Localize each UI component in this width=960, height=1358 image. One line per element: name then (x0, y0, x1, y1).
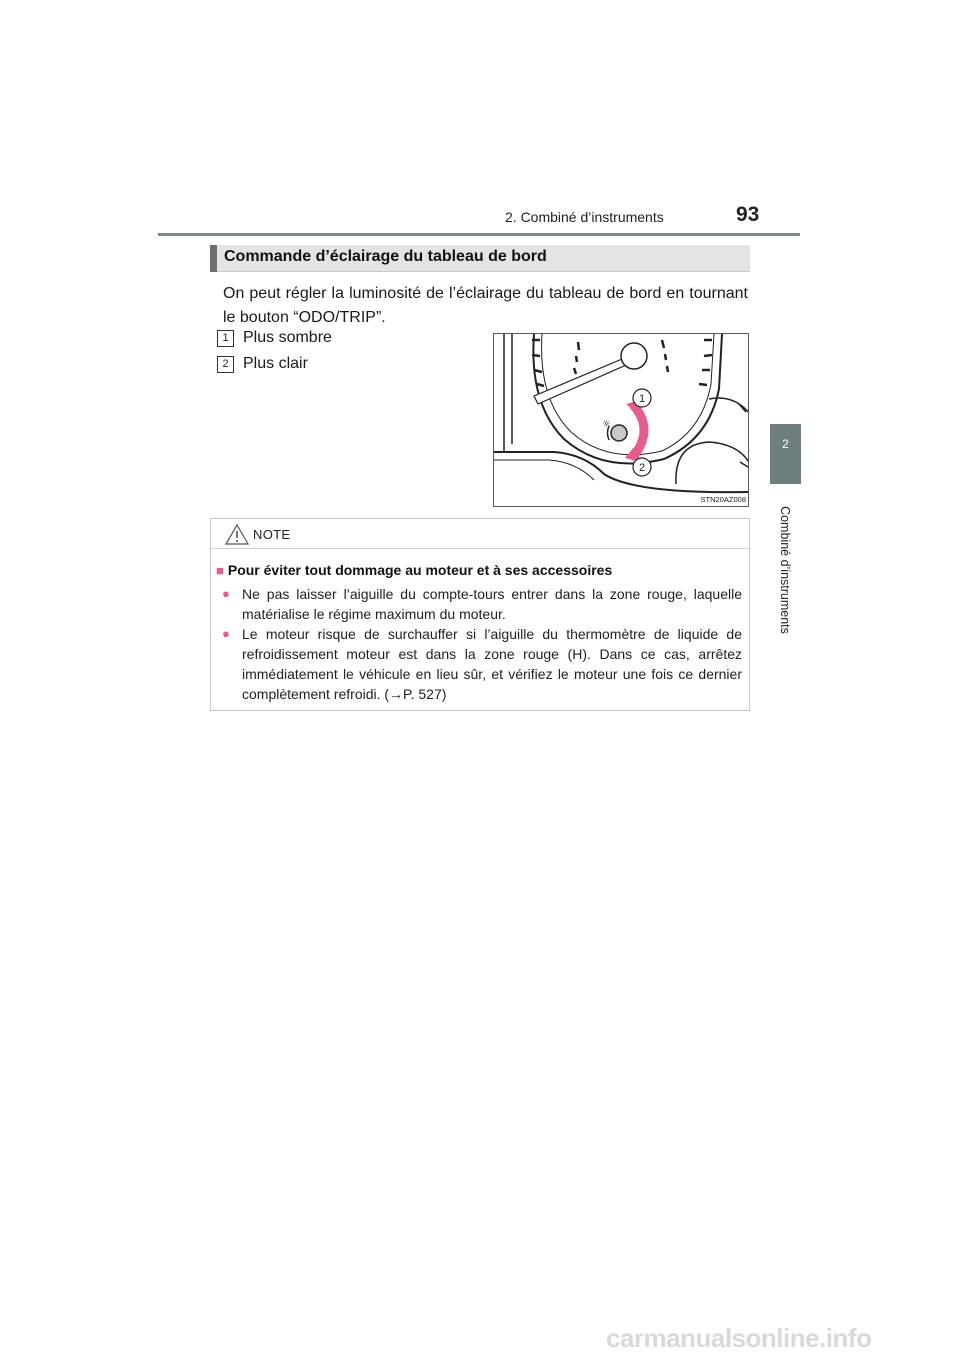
instrument-panel-illustration (493, 333, 749, 507)
chapter-tab (770, 424, 801, 484)
svg-text:☼: ☼ (602, 419, 611, 430)
warning-triangle-icon (225, 524, 249, 545)
callout-1: 1 (638, 393, 646, 405)
round-bullet-icon: ● (222, 586, 230, 601)
note-bullet (222, 584, 742, 624)
page-number: 93 (736, 203, 760, 226)
round-bullet-icon: ● (222, 626, 230, 641)
running-header-title: 2. Combiné d’instruments (505, 209, 664, 225)
callout-2: 2 (638, 462, 646, 474)
note-heading-text: Pour éviter tout dommage au moteur et à ses accessoires (227, 562, 613, 578)
section-title: Commande d’éclairage du tableau de bord (224, 248, 547, 265)
chapter-tab-number: 2 (782, 437, 789, 451)
figure-code: STN20AZ008 (700, 495, 746, 504)
note-label: NOTE (253, 527, 291, 542)
item-label-brighter: Plus clair (243, 355, 308, 372)
item-label-darker: Plus sombre (243, 329, 332, 346)
instrument-panel-drawing (494, 334, 749, 507)
odo-trip-knob (611, 425, 627, 441)
site-watermark: carmanualsonline.info (606, 1323, 872, 1353)
item-number-box: 2 (217, 356, 234, 373)
section-heading-accent (210, 245, 217, 272)
note-bullet-text: Ne pas laisser l’aiguille du compte-tours entrer dans la zone rouge, laquelle matérialise le régime maximum du moteur. (242, 586, 742, 622)
chapter-tab-label: Combiné d’instruments (778, 506, 792, 634)
header-rule (158, 233, 800, 236)
square-bullet-icon: ■ (216, 563, 224, 578)
note-bullet (222, 624, 742, 704)
item-number-box: 1 (217, 330, 234, 347)
note-header-rule (211, 548, 749, 549)
section-paragraph: On peut régler la luminosité de l’éclairage du tableau de bord en tournant le bouton “ODO/TRIP”. (223, 285, 748, 326)
note-bullet-text: Le moteur risque de surchauffer si l’aiguille du thermomètre de liquide de refroidissement moteur est dans la zone rouge (H). Dans ce cas, arrêtez immédiatement le véhicule en lieu sûr, et vérifiez le moteur une fois ce dernier complètement refroidi. (→P. 527) (242, 626, 742, 702)
note-heading (216, 562, 612, 578)
